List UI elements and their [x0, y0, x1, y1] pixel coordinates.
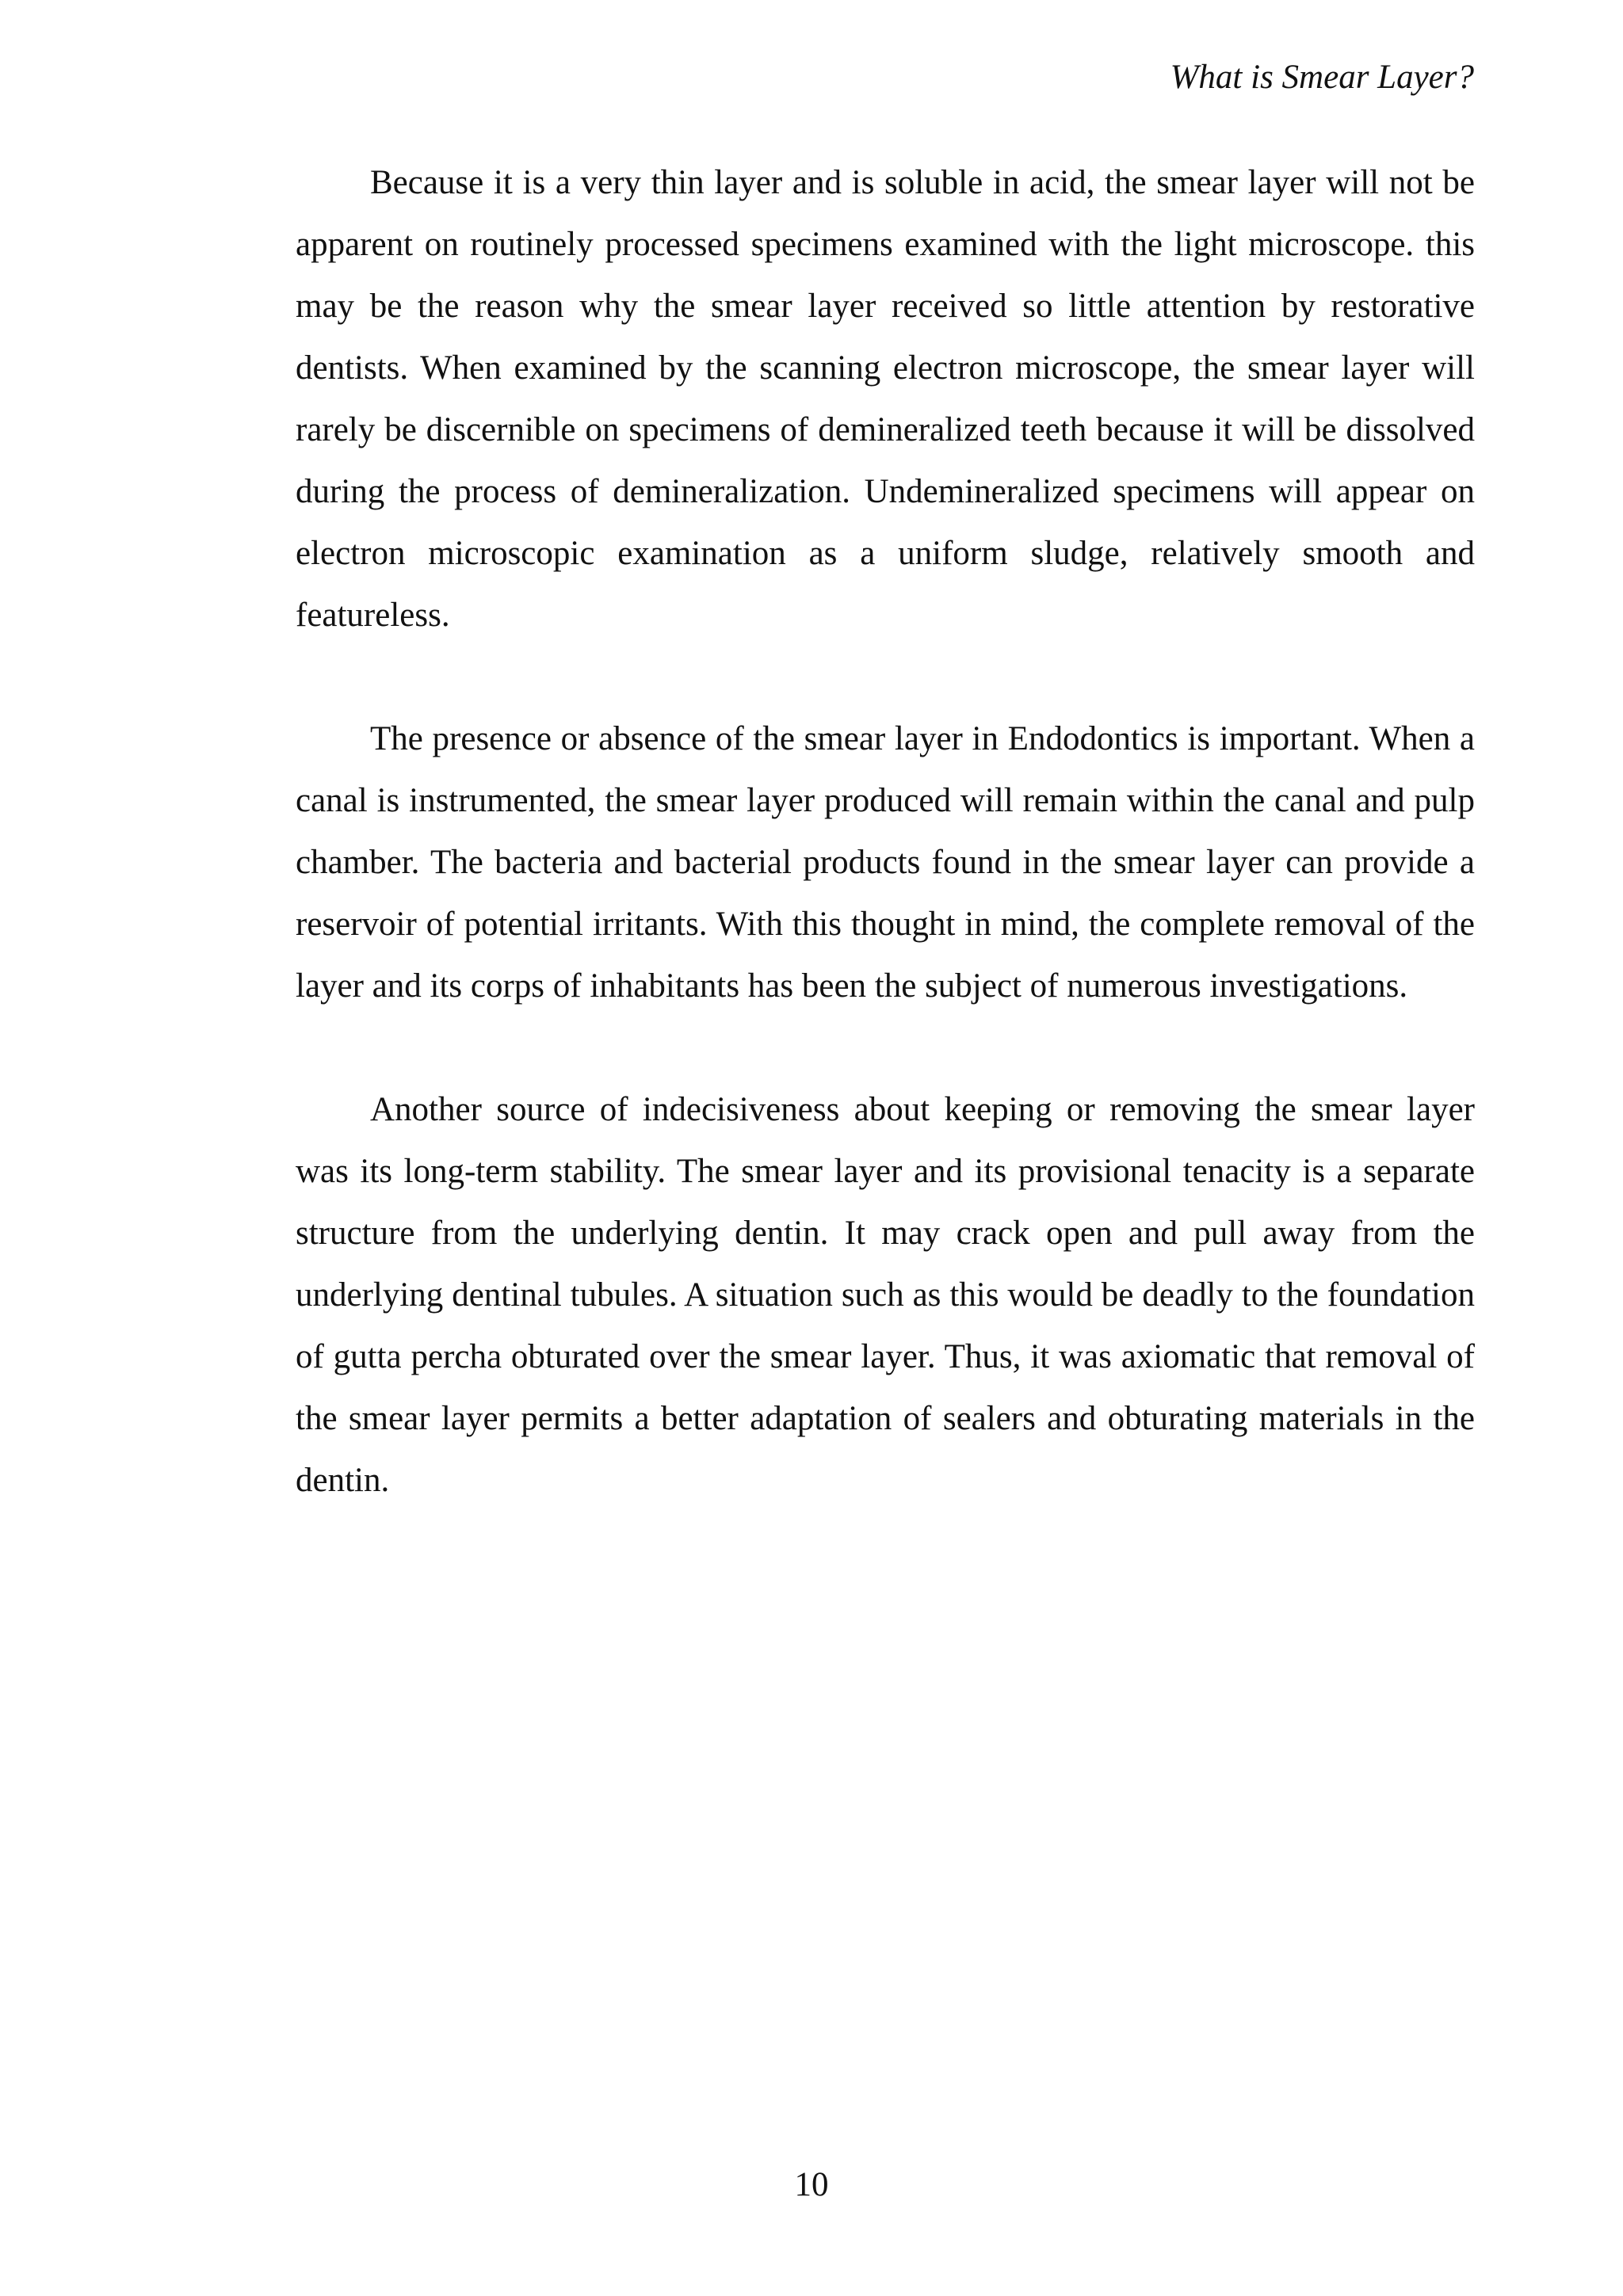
body-text: [296, 152, 1475, 1573]
running-header: What is Smear Layer?: [1170, 59, 1474, 96]
paragraph-endodontics-importance: The presence or absence of the smear layer in Endodontics is important. When a canal is instrumented, the smear layer produced will remain within the canal and pulp chamber. The bacteria and bacterial products found in the smear layer can provide a reservoir of potential irritants. With this thought in mind, the complete removal of the layer and its corps of inhabitants has been the subject of numerous investigations.: [296, 720, 1475, 1005]
paragraph-long-term-stability: Another source of indecisiveness about keeping or removing the smear layer was its long-term stability. The smear layer and its provisional tenacity is a separate structure from the underlying dentin. It may crack open and pull away from the underlying dentinal tubules. A situation such as this would be deadly to the foundation of gutta percha obturated over the smear layer. Thus, it was axiomatic that removal of the smear layer permits a better adaptation of sealers and obturating materials in the dentin.: [296, 1091, 1475, 1499]
page-number: 10: [794, 2166, 829, 2203]
paragraph-smear-layer-visibility: Because it is a very thin layer and is soluble in acid, the smear layer will not be apparent on routinely processed specimens examined with the light microscope. this may be the reason why the smear layer received so little attention by restorative dentists. When examined by the scanning electron microscope, the smear layer will rarely be discernible on specimens of demineralized teeth because it will be dissolved during the process of demineralization. Undemineralized specimens will appear on electron microscopic examination as a uniform sludge, relatively smooth and featureless.: [296, 164, 1475, 634]
